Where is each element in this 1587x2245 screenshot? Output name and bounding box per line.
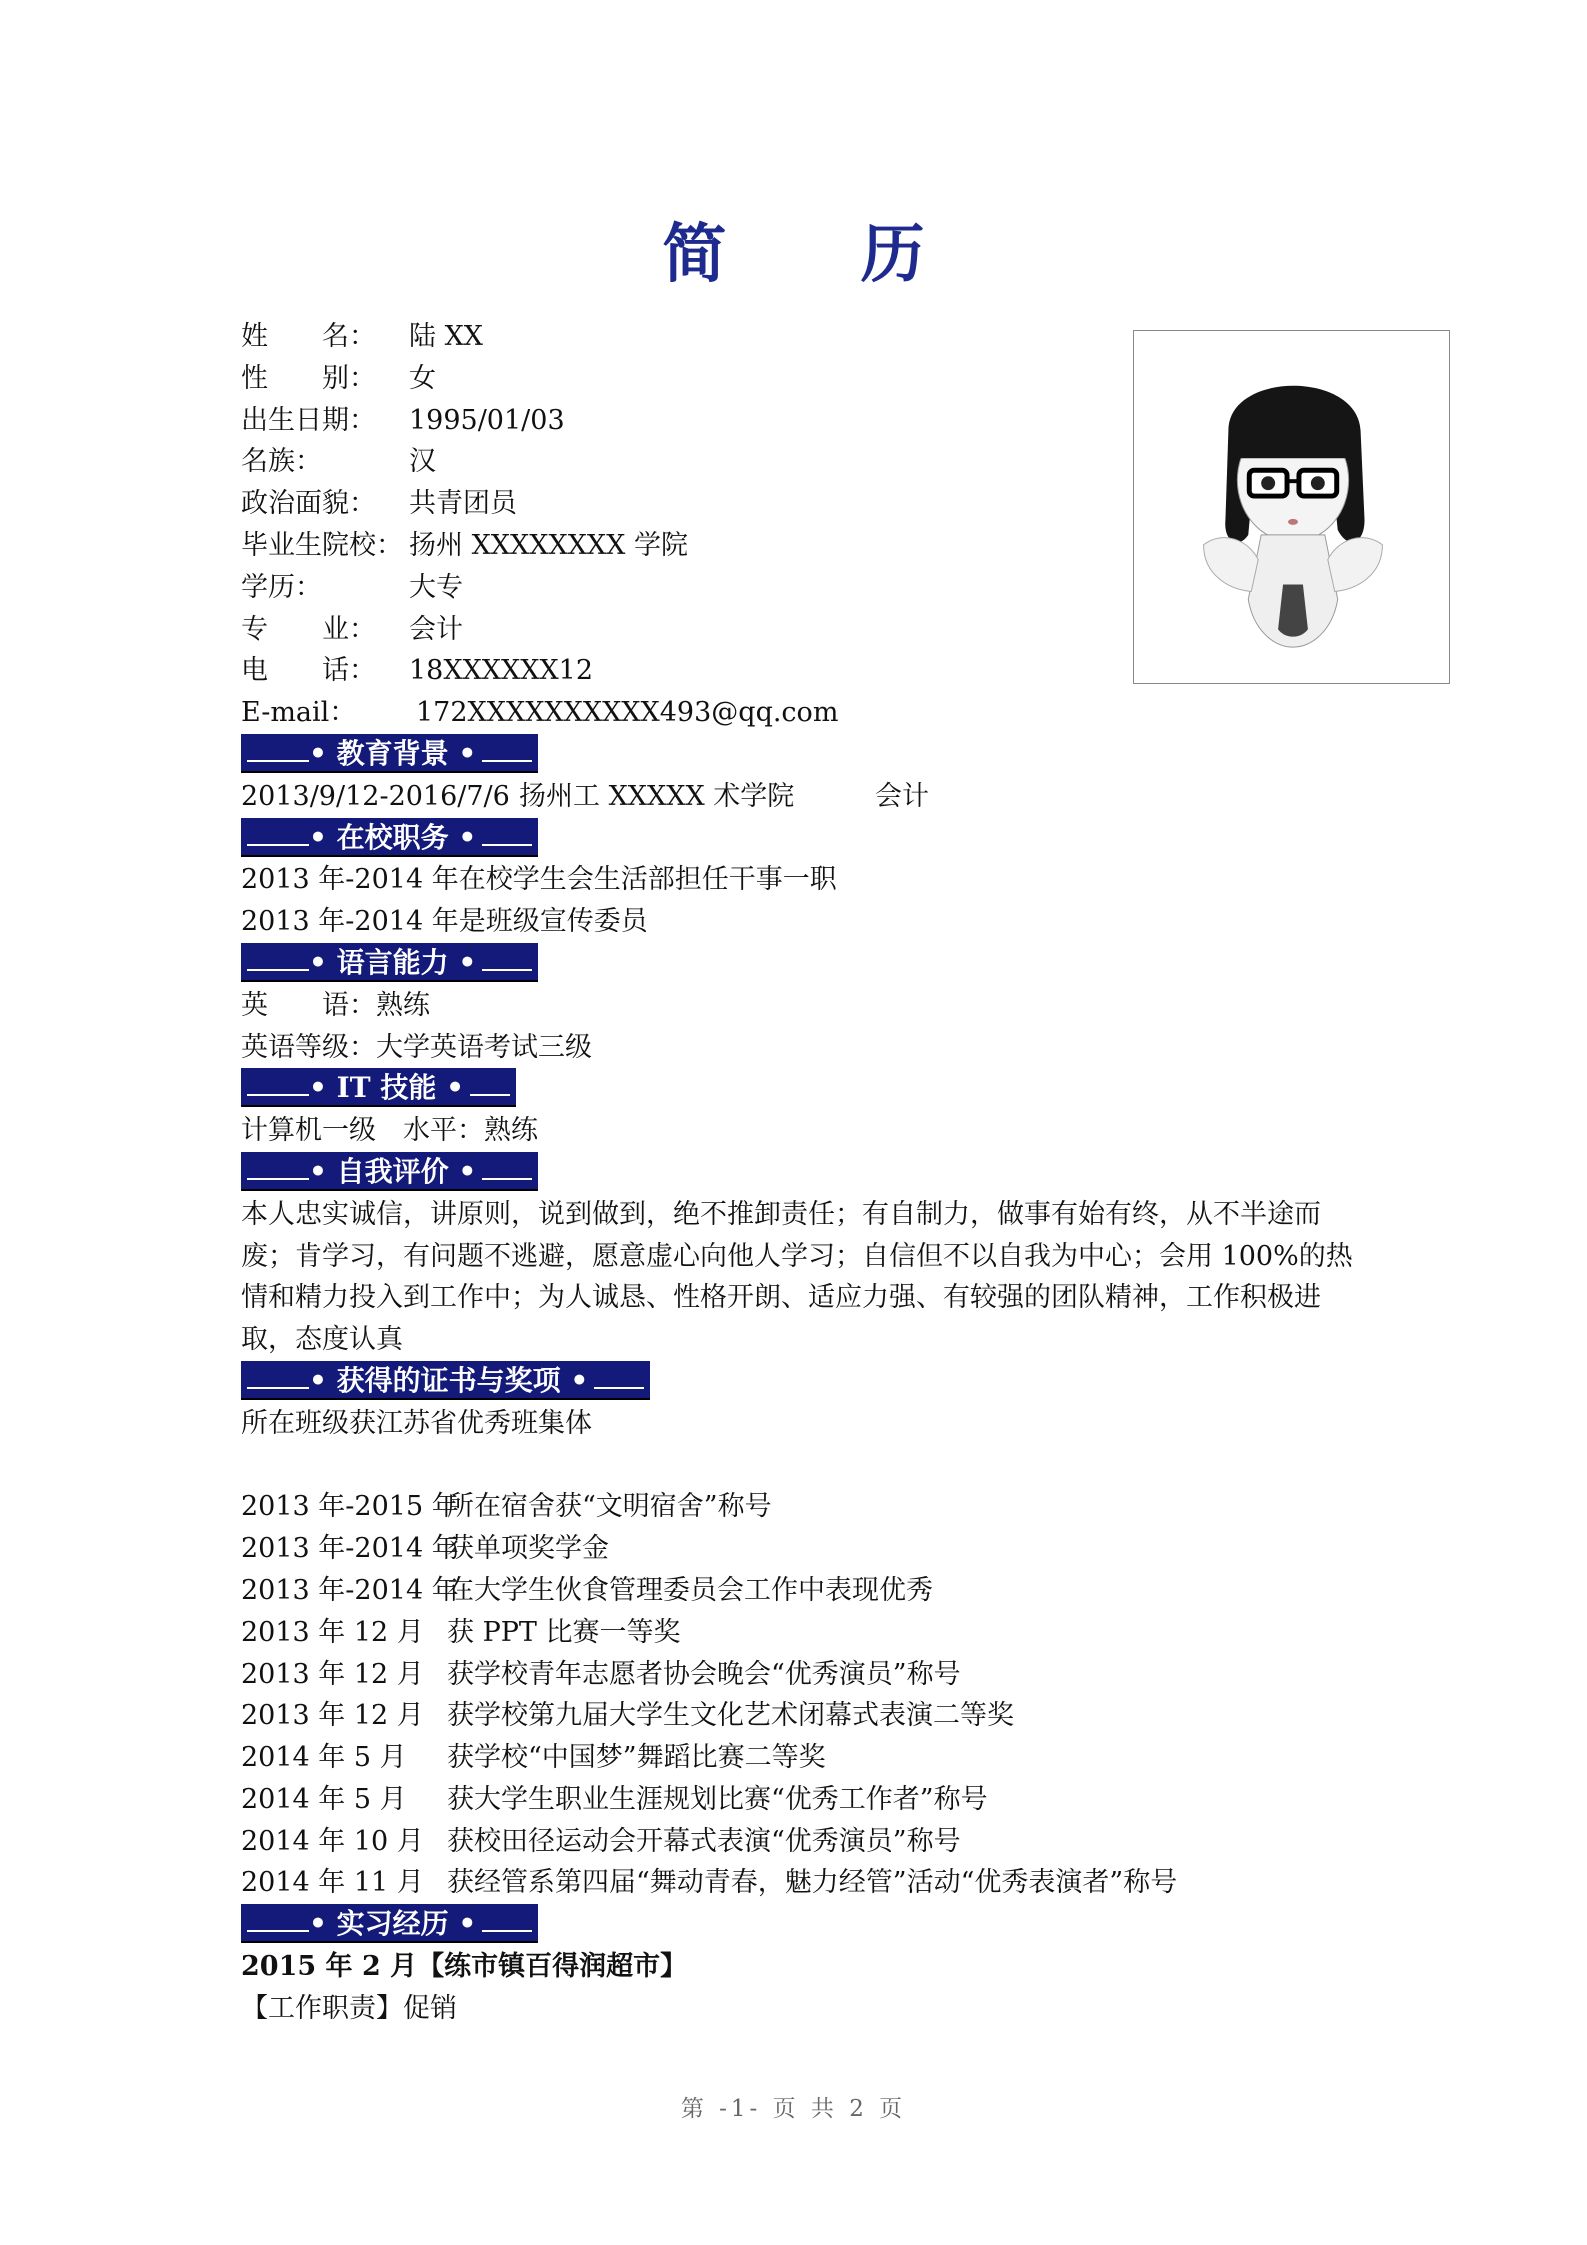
it-skill-item: 计算机一级 水平：熟练: [241, 1115, 538, 1147]
award-item: 2014 年 10 月 获校田径运动会开幕式表演“优秀演员”称号: [241, 1825, 961, 1857]
info-gender: 性 别： 女: [241, 362, 436, 394]
section-title: • IT 技能 •: [309, 1071, 464, 1105]
award-item: 2013 年-2014 年获单项奖学金: [241, 1533, 609, 1565]
page-title: 简 历: [662, 217, 981, 292]
section-title: • 获得的证书与奖项 •: [309, 1363, 589, 1397]
education-row: [241, 776, 1361, 818]
section-title: • 语言能力 •: [309, 945, 477, 979]
info-political-status: 政治面貌： 共青团员: [241, 488, 517, 520]
info-email: E-mail： 172XXXXXXXXXX493@qq.com: [241, 697, 839, 729]
section-title: • 教育背景 •: [309, 736, 477, 770]
education-period: 2013/9/12-2016/7/6: [241, 780, 510, 812]
self-evaluation-text: 本人忠实诚信，讲原则，说到做到，绝不推卸责任；有自制力，做事有始有终，从不半途而废；肯学习，有问题不逃避，愿意虚心向他人学习；自信但不以自我为中心；会用 100%的热情和精力投入到工作中；为人诚恳、性格开朗、适应力强、有较强的团队精神，工作积极进取，态度认真: [241, 1198, 1353, 1356]
award-item: 2013 年 12 月 获学校青年志愿者协会晚会“优秀演员”称号: [241, 1658, 961, 1690]
award-item: 2013 年 12 月 获 PPT 比赛一等奖: [241, 1616, 681, 1648]
language-item: 英 语：熟练: [241, 989, 430, 1021]
awards-intro: 所在班级获江苏省优秀班集体: [241, 1407, 592, 1439]
internship-date: 2015 年 2 月: [241, 1951, 418, 1983]
internship-entry: [241, 1946, 1361, 1988]
section-it-skills: [241, 1068, 1361, 1110]
personal-info: [241, 316, 1361, 734]
section-education: [241, 734, 1361, 776]
award-item: 2014 年 5 月 获大学生职业生涯规划比赛“优秀工作者”称号: [241, 1783, 988, 1815]
awards-list: [241, 1486, 1361, 1904]
info-school: 毕业生院校： 扬州 XXXXXXXX 学院: [241, 529, 688, 561]
award-item: 2013 年 12 月 获学校第九届大学生文化艺术闭幕式表演二等奖: [241, 1700, 1014, 1732]
section-title: • 自我评价 •: [309, 1154, 477, 1188]
info-degree: 学历： 大专: [241, 571, 463, 603]
award-item: 2013 年-2015 年所在宿舍获“文明宿舍”称号: [241, 1491, 772, 1523]
section-awards: [241, 1361, 1361, 1403]
info-name: 姓 名： 陆 XX: [241, 321, 484, 352]
award-item: 2014 年 11 月 获经管系第四届“舞动青春，魅力经管”活动“优秀表演者”称号: [241, 1867, 1178, 1899]
section-title: • 实习经历 •: [309, 1907, 477, 1941]
award-item: 2014 年 5 月 获学校“中国梦”舞蹈比赛二等奖: [241, 1742, 826, 1774]
school-post-item: 2013 年-2014 年在校学生会生活部担任干事一职: [241, 864, 837, 896]
section-school-posts: [241, 818, 1361, 860]
school-post-item: 2013 年-2014 年是班级宣传委员: [241, 906, 648, 938]
info-major: 专 业： 会计: [241, 613, 463, 645]
internship-place: 【练市镇百得润超市】: [417, 1951, 688, 1983]
page-footer: 第 -1- 页 共 2 页: [680, 2096, 907, 2122]
education-major: 会计: [875, 780, 929, 812]
info-ethnicity: 名族： 汉: [241, 446, 436, 478]
award-item: 2013 年-2014 年在大学生伙食管理委员会工作中表现优秀: [241, 1574, 933, 1606]
info-phone: 电 话： 18XXXXXX12: [241, 655, 594, 687]
section-internship: [241, 1904, 1361, 1946]
info-birthdate: 出生日期： 1995/01/03: [241, 404, 565, 436]
section-title: • 在校职务 •: [309, 820, 477, 854]
internship-duty: 【工作职责】促销: [241, 1992, 457, 2024]
section-language: [241, 943, 1361, 985]
language-item: 英语等级：大学英语考试三级: [241, 1031, 592, 1063]
education-school: 扬州工 XXXXX 术学院: [519, 780, 795, 812]
section-self-evaluation: [241, 1152, 1361, 1194]
